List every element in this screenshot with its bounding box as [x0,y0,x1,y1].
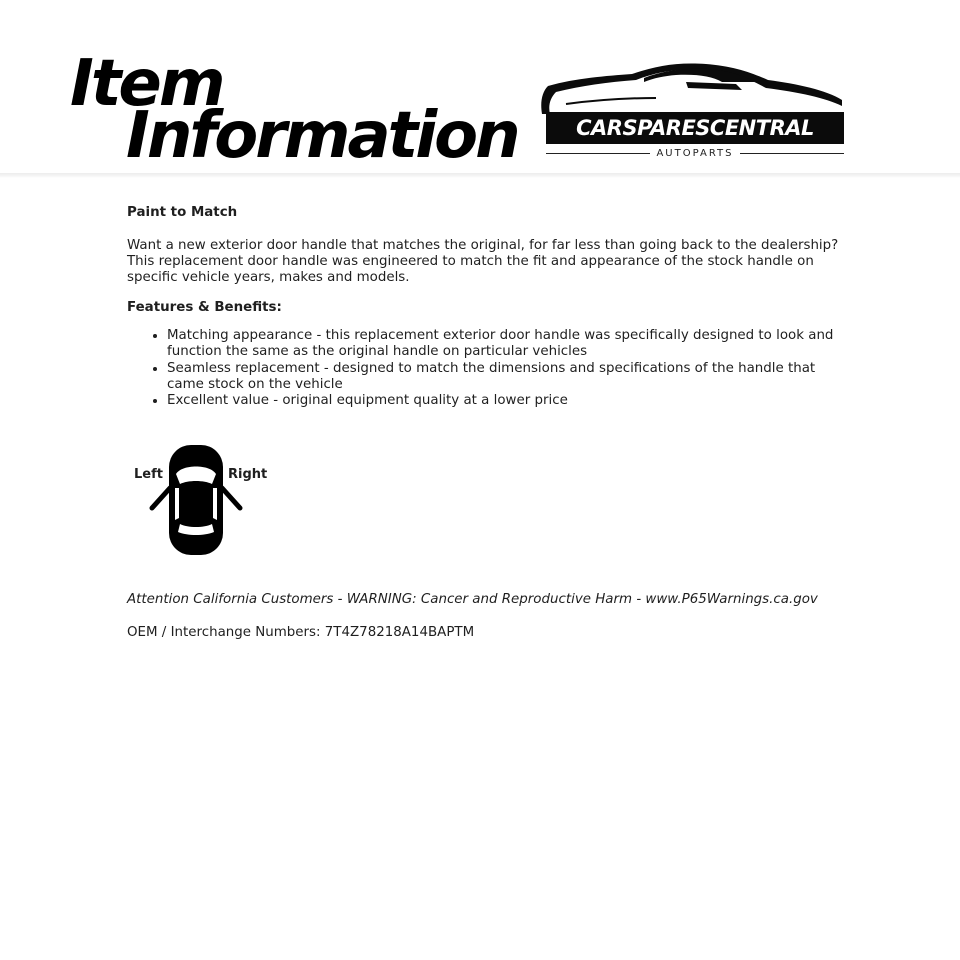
logo-rule-left [546,153,650,154]
features-title: Features & Benefits: [127,300,282,315]
logo-tagline-row [546,146,844,160]
feature-item: • Seamless replacement - designed to match the dimensions and specifications of the handle that came stock on the vehicle [167,361,847,394]
left-label: Left [134,467,163,482]
right-label: Right [228,467,268,482]
title-line1: Item [70,47,223,121]
prop65-warning: Attention California Customers - WARNING: Cancer and Reproductive Harm - www.P65Warnings.ca.gov [127,592,818,607]
door-position-diagram [132,440,272,560]
brand-logo [536,60,848,164]
oem-numbers: OEM / Interchange Numbers: 7T4Z78218A14BAPTM [127,625,475,640]
header-divider [0,173,960,178]
feature-item: • Matching appearance - this replacement exterior door handle was specifically designed to look and function the same as the original handle on particular vehicles [167,328,847,361]
car-top-view-icon [148,444,244,556]
header [0,0,960,178]
car-silhouette-icon [536,60,848,116]
feature-list [127,328,847,409]
title-line2: Information [126,99,518,173]
logo-brand-name: CARSPARESCENTRAL [546,112,844,144]
intro-paragraph: Want a new exterior door handle that matches the original, for far less than going back to the dealership? This replacement door handle was engineered to match the fit and appearance of the stock handle on specific vehicle years, makes and models. [127,238,839,285]
logo-tagline: AUTOPARTS [656,147,734,159]
description [127,204,847,409]
logo-rule-right [740,153,844,154]
feature-item: • Excellent value - original equipment quality at a lower price [167,393,847,409]
section-title: Paint to Match [127,205,238,220]
